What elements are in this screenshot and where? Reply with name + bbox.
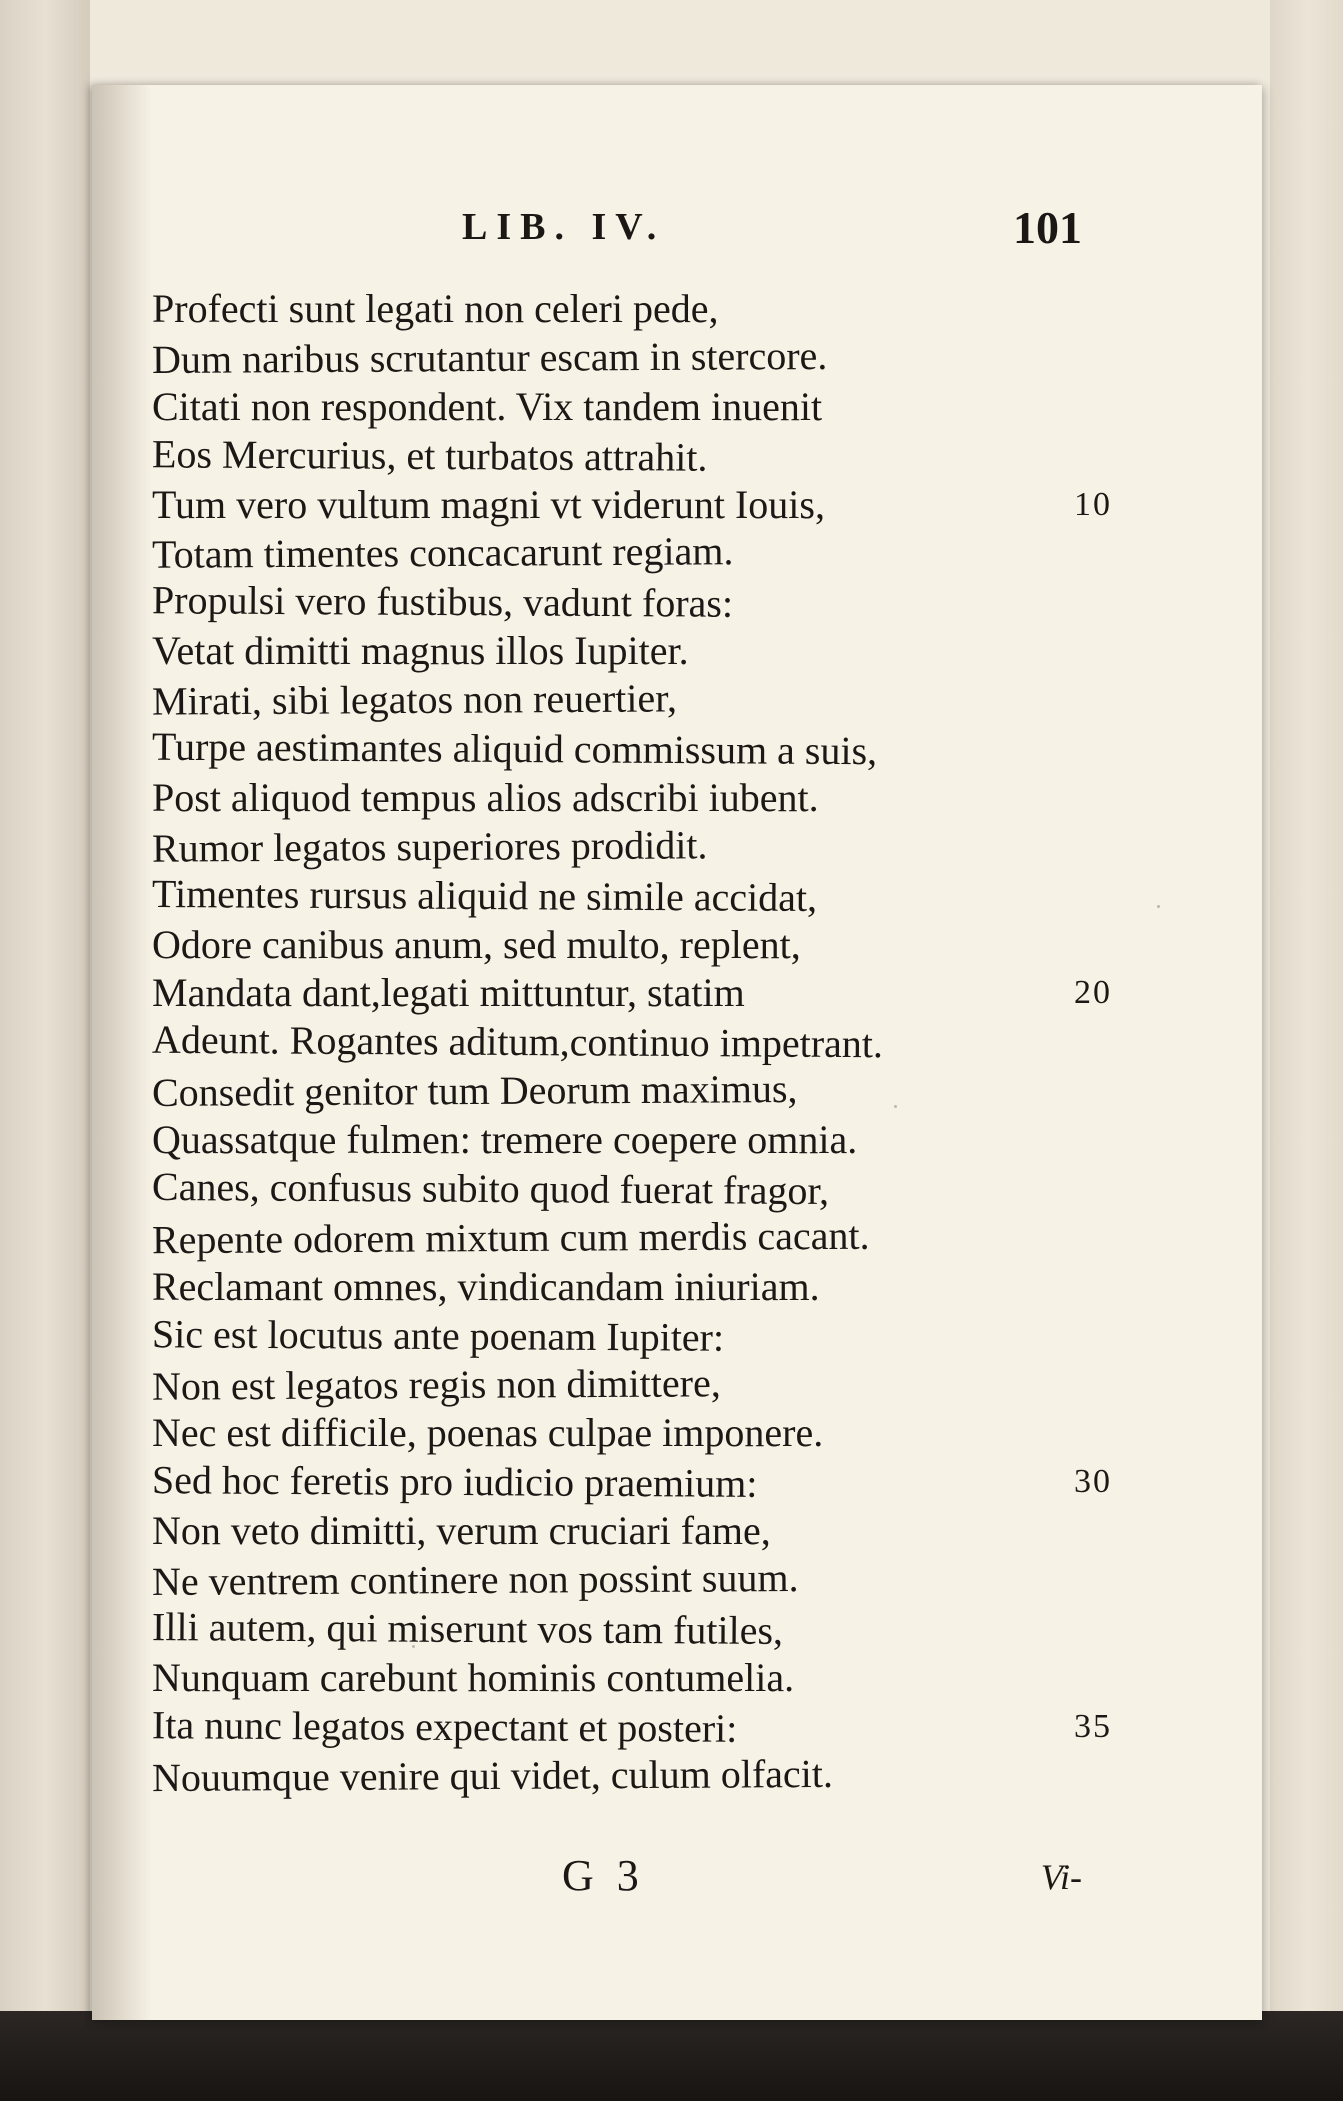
- verse-text: Reclamant omnes, vindicandam iniuriam.: [152, 1263, 820, 1309]
- verse-line: [152, 1018, 1112, 1067]
- verse-text: Repente odorem mixtum cum merdis cacant.: [151, 1212, 870, 1263]
- line-number: 10: [1074, 485, 1112, 523]
- verse-line: [152, 921, 1112, 970]
- paper-speck: [1157, 905, 1160, 908]
- verse-text: Eos Mercurius, et turbatos attrahit.: [151, 430, 708, 480]
- book-page: [92, 85, 1262, 2020]
- verse-line: [152, 1361, 1112, 1410]
- verse-line: [152, 1605, 1112, 1654]
- verse-line: [152, 1752, 1112, 1801]
- signature-mark: G 3: [562, 1851, 645, 1900]
- verse-line: [152, 334, 1112, 383]
- verse-block: [152, 285, 1112, 1801]
- verse-text: Post aliquod tempus alios adscribi iubent.: [152, 774, 819, 820]
- verse-text: Tum vero vultum magni vt viderunt Iouis,: [152, 481, 825, 527]
- verse-line: [152, 529, 1112, 578]
- verse-text: Sed hoc feretis pro iudicio praemium:: [151, 1457, 758, 1507]
- verse-line: [152, 1263, 1112, 1312]
- verse-text: Quassatque fulmen: tremere coepere omnia.: [152, 1117, 858, 1163]
- verse-line: [152, 1654, 1112, 1703]
- verse-text: Totam timentes concacarunt regiam.: [151, 528, 734, 578]
- line-number: 35: [1074, 1707, 1112, 1745]
- verse-text: Non veto dimitti, verum cruciari fame,: [152, 1508, 771, 1554]
- verse-line: [152, 969, 1112, 1018]
- verse-text: Consedit genitor tum Deorum maximus,: [151, 1066, 798, 1116]
- verse-text: Odore canibus anum, sed multo, replent,: [152, 921, 801, 967]
- verse-line: [152, 383, 1112, 432]
- gutter-shadow: [92, 85, 152, 2020]
- verse-text: Nunquam carebunt hominis contumelia.: [152, 1654, 795, 1700]
- verse-text: Propulsi vero fustibus, vadunt foras:: [151, 577, 734, 627]
- verse-line: [152, 432, 1112, 481]
- verse-line: [152, 725, 1112, 774]
- verse-text: Profecti sunt legati non celeri pede,: [152, 286, 719, 331]
- verse-line: [152, 1312, 1112, 1361]
- verse-text: Citati non respondent. Vix tandem inuenit: [152, 383, 823, 429]
- verse-line: [152, 774, 1112, 823]
- verse-line: [152, 1409, 1112, 1458]
- verse-text: Ne ventrem continere non possint suum.: [151, 1555, 799, 1605]
- verse-text: Rumor legatos superiores prodidit.: [151, 822, 708, 871]
- verse-text: Nec est difficile, poenas culpae imponere.: [152, 1410, 824, 1456]
- verse-line: [152, 481, 1112, 530]
- page-header: [462, 202, 1082, 265]
- verse-text: Sic est locutus ante poenam Iupiter:: [151, 1310, 725, 1360]
- book-left-edge: [0, 0, 100, 2030]
- line-number: 30: [1074, 1463, 1112, 1501]
- verse-line: [152, 872, 1112, 921]
- running-title: LIB. IV.: [462, 206, 666, 248]
- verse-text: Adeunt. Rogantes aditum,continuo impetrant.: [151, 1017, 884, 1067]
- verse-line: [152, 1214, 1112, 1263]
- verse-text: Mandata dant,legati mittuntur, statim: [152, 970, 745, 1016]
- verse-line: [152, 823, 1112, 872]
- verse-text: Illi autem, qui miserunt vos tam futiles,: [151, 1604, 784, 1653]
- verse-line: [152, 1458, 1112, 1507]
- page-number: 101: [1013, 202, 1082, 253]
- verse-text: Timentes rursus aliquid ne simile accidat,: [151, 870, 818, 920]
- verse-line: [152, 1507, 1112, 1556]
- verse-line: [152, 627, 1112, 676]
- verse-text: Canes, confusus subito quod fuerat fragor,: [151, 1163, 830, 1214]
- verse-line: [152, 1165, 1112, 1214]
- verse-text: Vetat dimitti magnus illos Iupiter.: [152, 628, 689, 674]
- verse-line: [152, 1703, 1112, 1752]
- verse-line: [152, 285, 1112, 334]
- line-number: 20: [1074, 974, 1112, 1012]
- paper-speck: [412, 1645, 415, 1648]
- verse-line: [152, 1067, 1112, 1116]
- verse-line: [152, 1556, 1112, 1605]
- verse-line: [152, 676, 1112, 725]
- page-footer: [562, 1850, 1082, 1910]
- catchword: Vi-: [1040, 1857, 1082, 1897]
- background-surface: [0, 2011, 1343, 2101]
- verse-line: [152, 578, 1112, 627]
- verse-text: Ita nunc legatos expectant et posteri:: [151, 1702, 738, 1751]
- verse-line: [152, 1116, 1112, 1165]
- paper-speck: [894, 1105, 897, 1108]
- verse-text: Dum naribus scrutantur escam in stercore.: [151, 332, 828, 382]
- verse-text: Turpe aestimantes aliquid commissum a suis,: [151, 723, 878, 774]
- verse-text: Non est legatos regis non dimittere,: [151, 1359, 721, 1409]
- verse-text: Nouumque venire qui videt, culum olfacit.: [151, 1750, 834, 1800]
- verse-text: Mirati, sibi legatos non reuertier,: [151, 675, 678, 724]
